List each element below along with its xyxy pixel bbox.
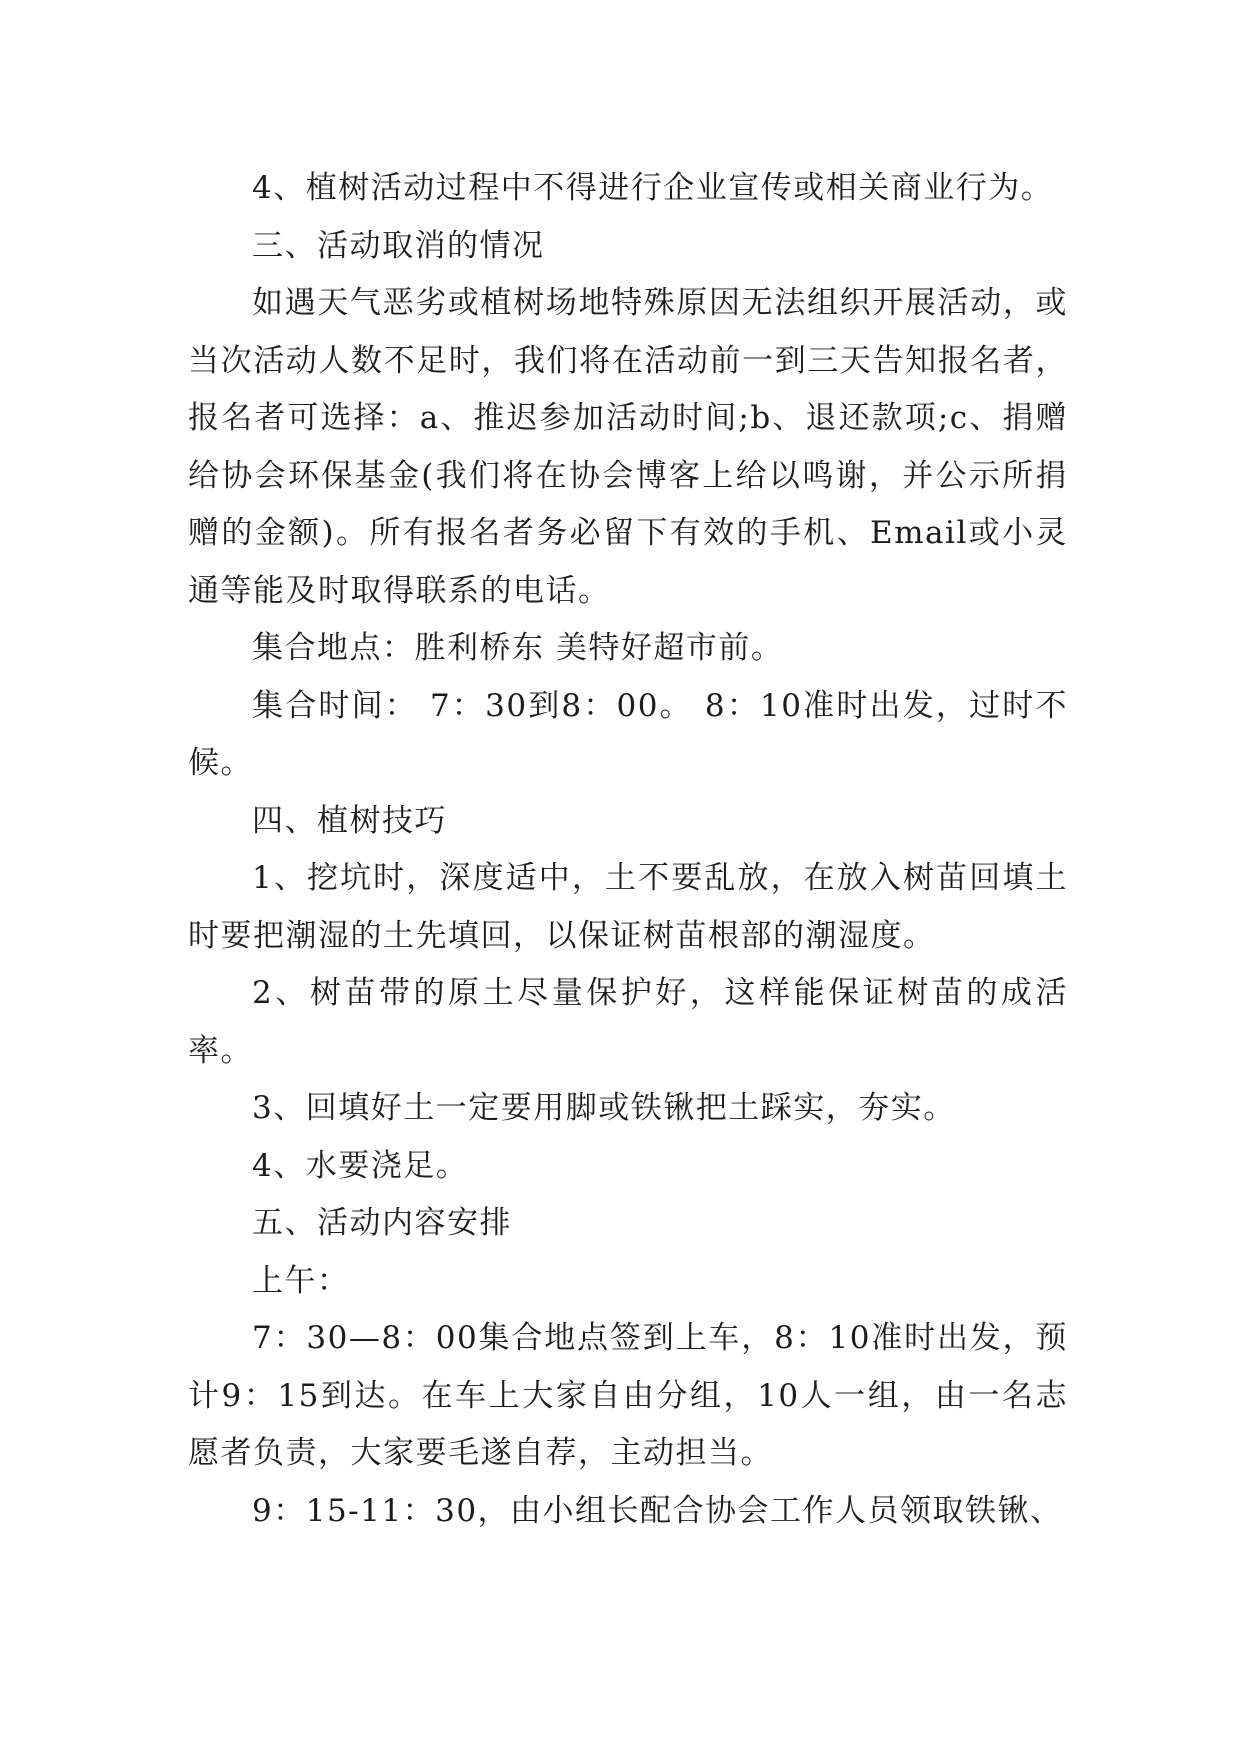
- schedule-morning-label: 上午：: [252, 1262, 350, 1299]
- section-heading-cancellation: 三、活动取消的情况: [252, 227, 545, 264]
- schedule-item-departure: 7：30—8：00集合地点签到上车，8：10准时出发，预计9：15到达。在车上大家自由分组，10人一组，由一名志愿者负责，大家要毛遂自荐，主动担当。: [188, 1320, 1068, 1471]
- meeting-time: 集合时间： 7：30到8：00。 8：10准时出发，过时不候。: [188, 687, 1068, 781]
- rule-item-4: 4、植树活动过程中不得进行企业宣传或相关商业行为。: [252, 170, 1054, 206]
- schedule-item-tools: 9：15-11：30，由小组长配合协会工作人员领取铁锹、: [252, 1492, 1063, 1529]
- cancellation-paragraph: 如遇天气恶劣或植树场地特殊原因无法组织开展活动，或当次活动人数不足时，我们将在活动前一到三天告知报名者，报名者可选择：a、推迟参加活动时间;b、退还款项;c、捐赠给协会环保基金(我们将在协会博客上给以鸣谢，并公示所捐赠的金额)。所有报名者务必留下有效的手机、Email或小灵通等能及时取得联系的电话。: [188, 285, 1068, 609]
- planting-tip-2: 2、树苗带的原土尽量保护好，这样能保证树苗的成活率。: [188, 975, 1068, 1069]
- section-heading-planting-tips: 四、植树技巧: [252, 802, 447, 839]
- section-heading-schedule: 五、活动内容安排: [252, 1205, 512, 1241]
- document-body: [188, 160, 1068, 1540]
- planting-tip-1: 1、挖坑时，深度适中，土不要乱放，在放入树苗回填土时要把潮湿的土先填回，以保证树苗根部的潮湿度。: [188, 860, 1068, 954]
- planting-tip-4: 4、水要浇足。: [252, 1147, 469, 1184]
- meeting-place: 集合地点：胜利桥东 美特好超市前。: [252, 630, 784, 666]
- planting-tip-3: 3、回填好土一定要用脚或铁锹把土踩实，夯实。: [252, 1090, 956, 1126]
